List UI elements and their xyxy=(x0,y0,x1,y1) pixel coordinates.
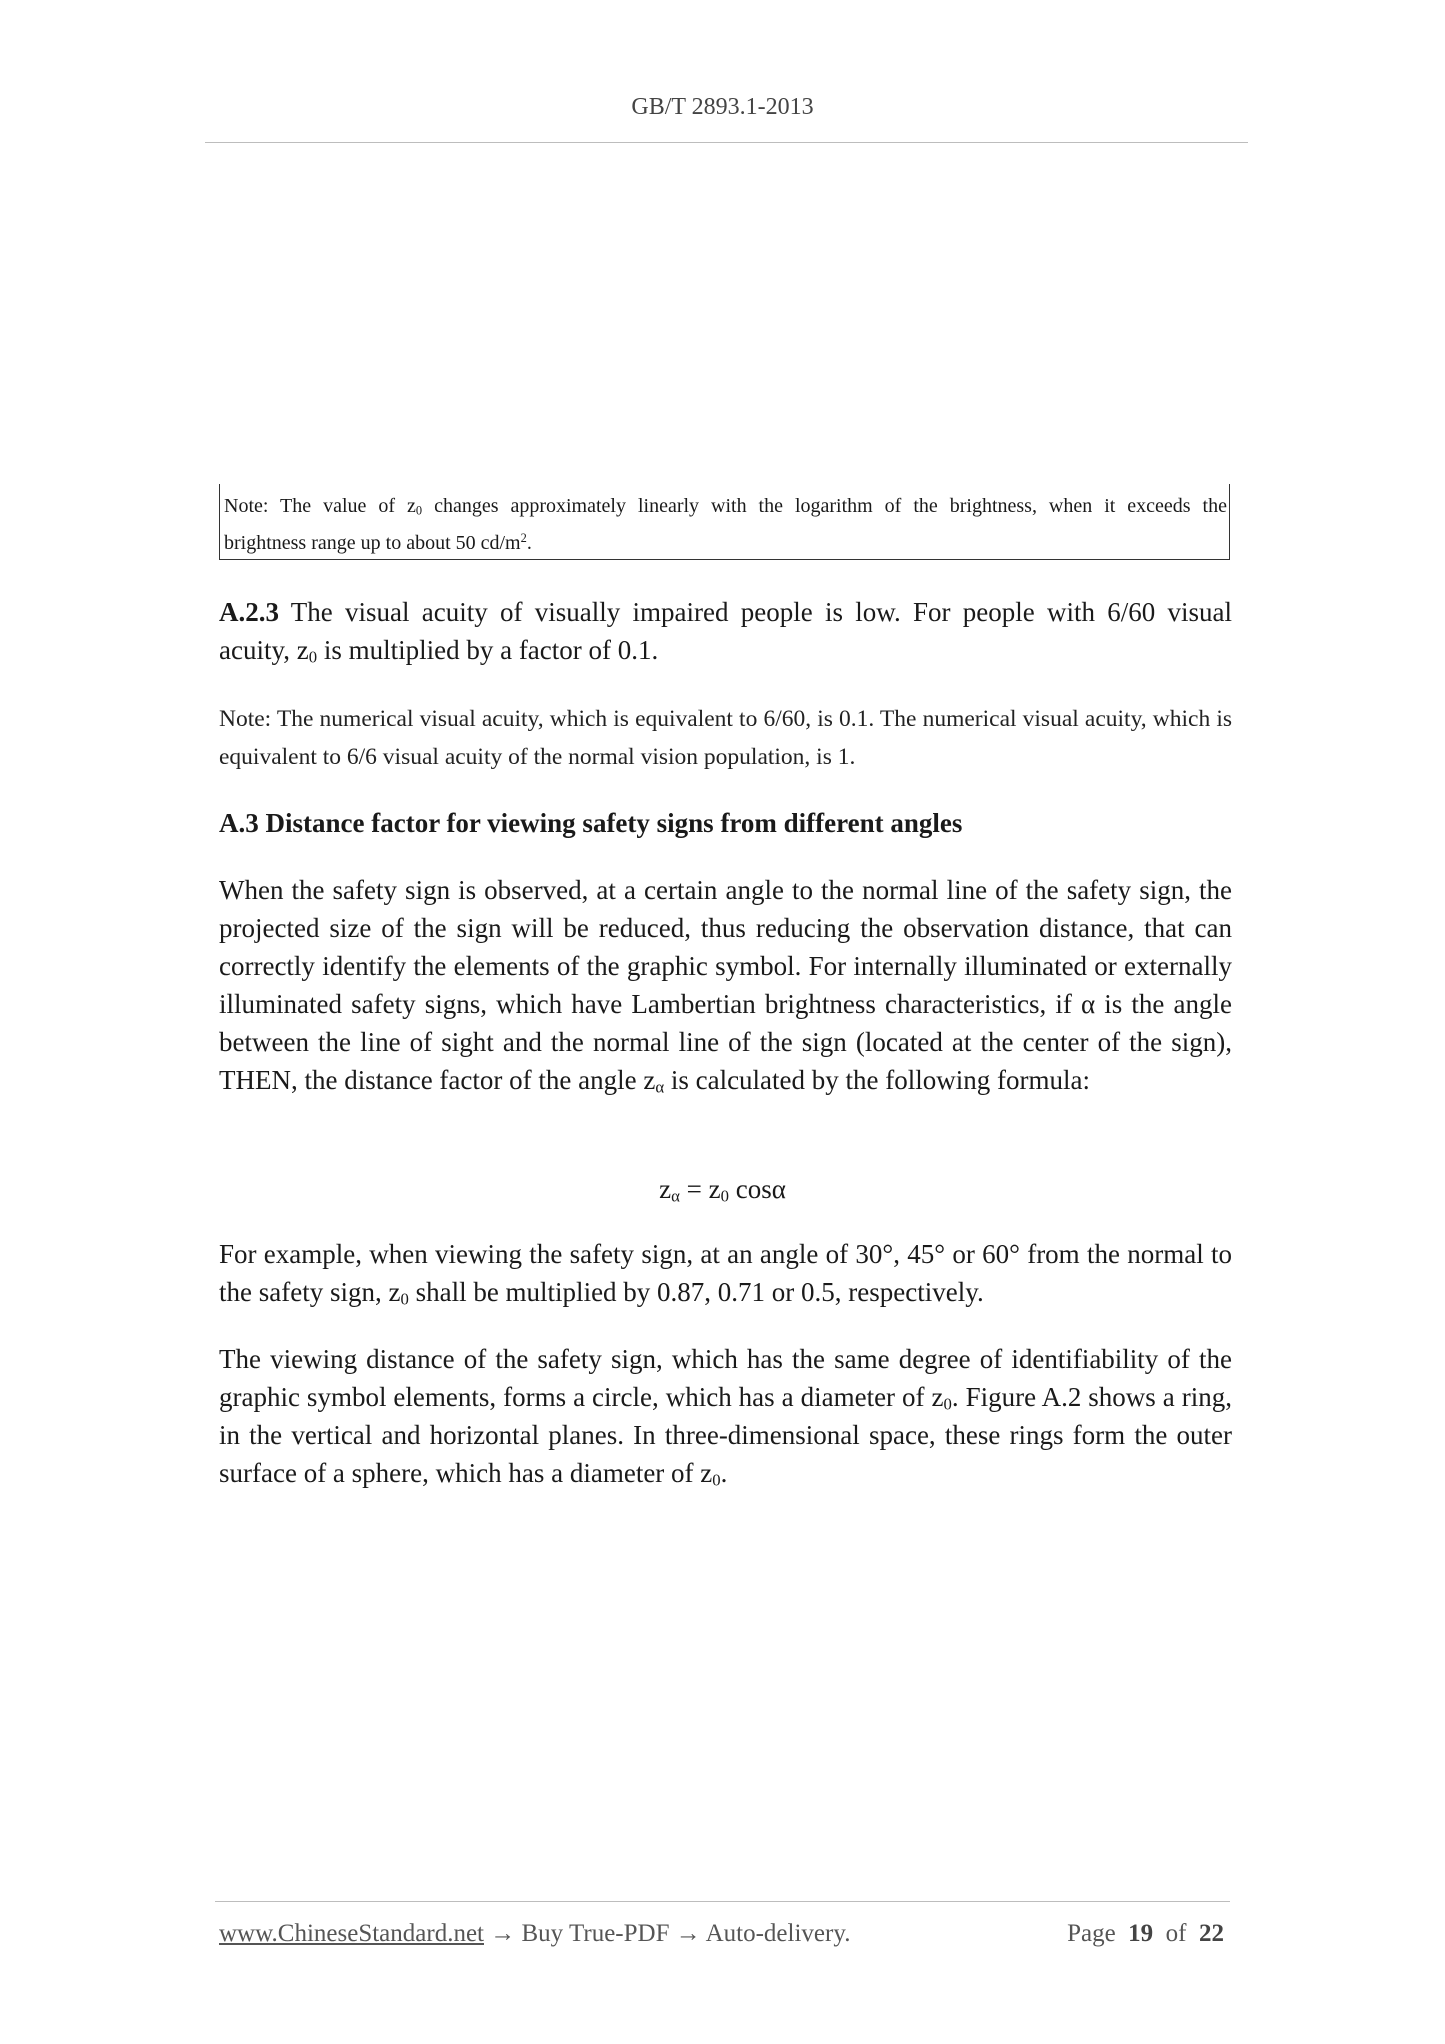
paragraph-viewing-sphere: The viewing distance of the safety sign, which has the same degree of identifiability of the graphic symbol elements, forms a circle, which has a diameter of $z_0$. Figure A.2 shows a ring, in the vertical and horizontal planes. In three-dimensional space, these rings form the outer surface of a sphere, which has a diameter of $z_0$. xyxy=(219,1344,1232,1490)
arrow-right-icon: → xyxy=(484,1920,522,1947)
page-number: Page 19 of 22 xyxy=(1067,1920,1224,1947)
formula-distance-factor: $z_\alpha = z_0$ cosα xyxy=(659,1174,786,1206)
clause-a23-label: A.2.3 xyxy=(219,597,279,627)
note-box xyxy=(219,484,1230,560)
paragraph-angle-factor: When the safety sign is observed, at a certain angle to the normal line of the safety sign, the projected size of the sign will be reduced, thus reducing the observation distance, that can correctly identify the elements of the graphic symbol. For internally illuminated or externally illuminated safety signs, which have Lambertian brightness characteristics, if α is the angle between the line of sight and the normal line of the sign (located at the center of the sign), THEN, the distance factor of the angle $z_\alpha$ is calculated by the following formula: xyxy=(219,875,1232,1097)
note-visual-acuity: Note: The numerical visual acuity, which is equivalent to 6/60, is 0.1. The numerical visual acuity, which is equivalent to 6/6 visual acuity of the normal vision population, is 1. xyxy=(219,706,1232,770)
paragraph-example-angles: For example, when viewing the safety sign, at an angle of 30°, 45° or 60° from the normal to the safety sign, $z_0$ shall be multiplied by 0.87, 0.71 or 0.5, respectively. xyxy=(219,1239,1232,1309)
arrow-right-icon: → xyxy=(669,1920,706,1947)
note-box-line-2: brightness range up to about 50 $cd/m^2$. xyxy=(224,531,532,554)
footer-divider xyxy=(215,1901,1230,1902)
footer-promo: www.ChineseStandard.net → Buy True-PDF → Auto-delivery. xyxy=(219,1920,851,1947)
footer-site-link[interactable]: www.ChineseStandard.net xyxy=(219,1920,484,1947)
section-a3-heading: A.3 Distance factor for viewing safety signs from different angles xyxy=(219,808,963,838)
page-header-title: GB/T 2893.1-2013 xyxy=(631,94,814,120)
note-box-line-1: Note: The value of $z_0$ changes approximately linearly with the logarithm of the brightness, when it exceeds the xyxy=(224,495,1227,518)
clause-a23: A.2.3 The visual acuity of visually impaired people is low. For people with 6/60 visual acuity, $z_0$ is multiplied by a factor of 0.1. xyxy=(219,597,1232,667)
header-divider xyxy=(205,142,1248,143)
